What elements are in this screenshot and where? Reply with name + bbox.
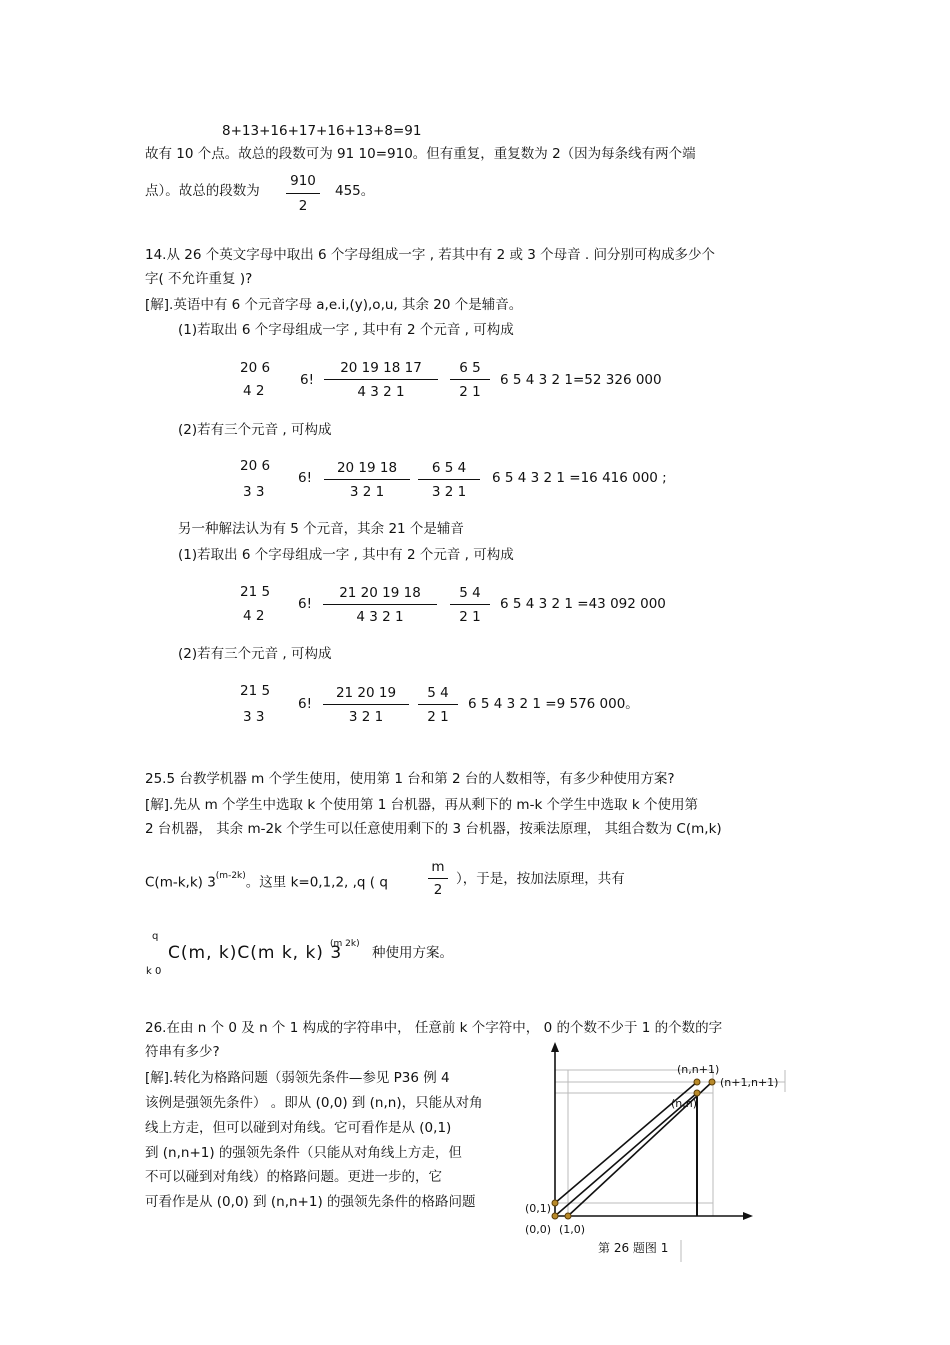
label-0-1: (0,1) (525, 1202, 552, 1215)
fraction (450, 359, 490, 403)
denominator: 3 2 1 (349, 484, 385, 500)
problem-26-question-cont: 符串有多少? (145, 1044, 220, 1060)
sum-body: C(m, k)C(m k, k) 3 (168, 943, 343, 963)
solution-line: ），于是，按加法原理，共有 (456, 871, 625, 887)
case-heading: (2)若有三个元音 , 可构成 (178, 646, 332, 662)
binom-top: 20 6 (240, 360, 271, 376)
fraction (324, 359, 438, 403)
denominator: 4 3 2 1 (356, 609, 404, 625)
fraction (323, 684, 409, 728)
numerator: 6 5 4 (431, 460, 467, 476)
sum-upper: q (152, 931, 159, 942)
result: 6 5 4 3 2 1 =43 092 000 (500, 596, 666, 612)
label-n-n1: (n,n+1) (677, 1063, 720, 1076)
problem-26-question: 26.在由 n 个 0 及 n 个 1 构成的字符串中， 任意前 k 个字符中， 0 的个数不少于 1 的个数的字 (145, 1020, 723, 1036)
factorial: 6! (300, 372, 315, 388)
sum-lower: k 0 (146, 966, 162, 977)
text-line: 455。 (335, 183, 375, 199)
denominator: 3 2 1 (431, 484, 467, 500)
solution-line: 2 台机器， 其余 m-2k 个学生可以任意使用剩下的 3 台机器，按乘法原理， 其组合数为 C(m,k) (145, 821, 722, 837)
result: 6 5 4 3 2 1 =9 576 000。 (468, 696, 639, 712)
label-n-n: (n,n) (671, 1097, 698, 1110)
numerator: 21 20 19 18 (339, 585, 421, 601)
exponent: (m-2k) (215, 871, 246, 881)
label-1-0: (1,0) (559, 1223, 586, 1236)
figure-caption: 第 26 题图 1 (598, 1241, 669, 1255)
solution-line: 不可以碰到对角线）的格路问题。更进一步的，它 (145, 1169, 442, 1185)
solution-line: 到 (n,n+1) 的强领先条件（只能从对角线上方走，但 (145, 1145, 462, 1161)
numerator: 910 (290, 173, 316, 189)
alt-solution: 另一种解法认为有 5 个元音，其余 21 个是辅音 (178, 521, 464, 537)
case-heading: (2)若有三个元音 , 可构成 (178, 422, 332, 438)
fraction (286, 172, 320, 216)
numerator: 5 4 (427, 685, 449, 701)
problem-14-question-cont: 字( 不允许重复 )? (145, 271, 253, 287)
denominator: 2 (298, 198, 308, 214)
text-line: 点）。故总的段数为 (145, 183, 260, 199)
binom-bottom: 4 2 (243, 383, 265, 399)
text-line: 种使用方案。 (372, 945, 453, 961)
sum-line: 8+13+16+17+16+13+8=91 (222, 123, 422, 139)
result: 6 5 4 3 2 1 =16 416 000 ; (492, 470, 667, 486)
problem-25-question: 25.5 台教学机器 m 个学生使用，使用第 1 台和第 2 台的人数相等，有多少种使用方案? (145, 771, 675, 787)
case-heading: (1)若取出 6 个字母组成一字 , 其中有 2 个元音 , 可构成 (178, 322, 514, 338)
solution-line (145, 870, 388, 892)
factorial: 6! (298, 470, 313, 486)
solution-line: [解].转化为格路问题（弱领先条件—参见 P36 例 4 (145, 1070, 450, 1086)
label-0-0: (0,0) (525, 1223, 552, 1236)
denominator: 2 1 (459, 609, 481, 625)
denominator: 2 1 (427, 709, 449, 725)
solution-line: 可看作是从 (0,0) 到 (n,n+1) 的强领先条件的格路问题 (145, 1194, 476, 1210)
solution-line: 线上方走，但可以碰到对角线。它可看作是从 (0,1) (145, 1120, 452, 1136)
expr: 。这里 k=0,1,2, ,q ( q (245, 874, 388, 891)
fraction (324, 459, 410, 503)
binom-bottom: 4 2 (243, 608, 265, 624)
label-n1-n1: (n+1,n+1) (720, 1076, 779, 1089)
denominator: 2 (433, 882, 443, 898)
factorial: 6! (298, 596, 313, 612)
denominator: 4 3 2 1 (357, 384, 405, 400)
solution-line: 该例是强领先条件） 。即从 (0,0) 到 (n,n)，只能从对角 (145, 1095, 483, 1111)
numerator: m (431, 859, 445, 875)
text-line: 故有 10 个点。故总的段数可为 91 10=910。但有重复，重复数为 2（因为每条线有两个端 (145, 146, 696, 162)
numerator: 20 19 18 17 (340, 360, 422, 376)
binom-bottom: 3 3 (243, 709, 265, 725)
result: 6 5 4 3 2 1=52 326 000 (500, 372, 662, 388)
sum-exponent: (m 2k) (330, 939, 360, 949)
numerator: 21 20 19 (335, 685, 397, 701)
solution-line: [解].英语中有 6 个元音字母 a,e.i,(y),o,u, 其余 20 个是辅音。 (145, 297, 523, 313)
fraction (418, 459, 480, 503)
denominator: 2 1 (459, 384, 481, 400)
case-heading: (1)若取出 6 个字母组成一字 , 其中有 2 个元音 , 可构成 (178, 547, 514, 563)
fraction (323, 584, 437, 628)
numerator: 6 5 (459, 360, 481, 376)
numerator: 20 19 18 (336, 460, 398, 476)
factorial: 6! (298, 696, 313, 712)
numerator: 5 4 (459, 585, 481, 601)
binom-bottom: 3 3 (243, 484, 265, 500)
denominator: 3 2 1 (348, 709, 384, 725)
expr: C(m-k,k) 3 (145, 874, 216, 891)
binom-top: 21 5 (240, 584, 271, 600)
binom-top: 21 5 (240, 683, 271, 699)
fraction (418, 684, 458, 728)
fraction (450, 584, 490, 628)
lattice-path-figure (515, 1040, 795, 1265)
grid-lines (555, 1070, 785, 1262)
problem-14-question: 14.从 26 个英文字母中取出 6 个字母组成一字 , 若其中有 2 或 3 个母音 . 问分别可构成多少个 (145, 247, 715, 263)
fraction (428, 858, 448, 902)
binom-top: 20 6 (240, 458, 271, 474)
solution-line: [解].先从 m 个学生中选取 k 个使用第 1 台机器，再从剩下的 m-k 个学生中选取 k 个使用第 (145, 797, 698, 813)
